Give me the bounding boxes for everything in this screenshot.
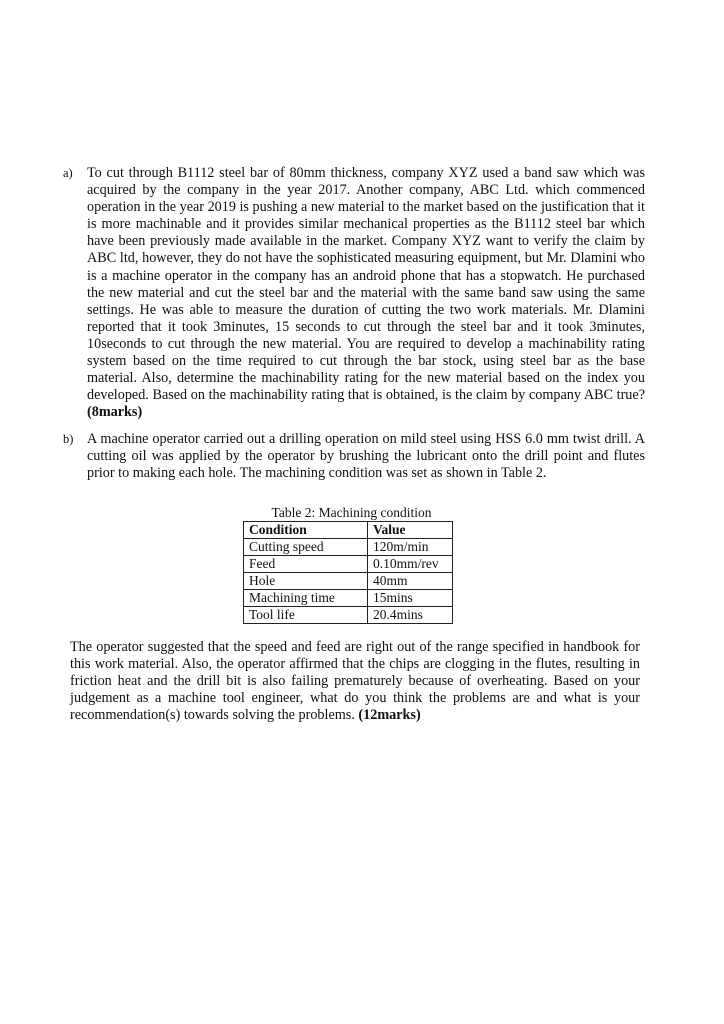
table-row: [244, 556, 453, 573]
question-a-text: To cut through B1112 steel bar of 80mm thickness, company XYZ used a band saw which was acquired by the company in the year 2017. Another company, ABC Ltd. which commenced operation in the year 2019 is pushing a new material to the market based on the justification that it is more machinable and it provides similar mechanical properties as the B1112 steel bar which have been previously made available in the market. Company XYZ want to verify the claim by ABC ltd, however, they do not have the sophisticated measuring equipment, but Mr. Dlamini who is a machine operator in the company has an android phone that has a stopwatch. He purchased the new material and cut the steel bar and the material with the same band saw using the same settings. He was able to measure the duration of cutting the two work materials. Mr. Dlamini reported that it took 3minutes, 15 seconds to cut through the steel bar and it took 3minutes, 10seconds to cut through the new material. You are required to develop a machinability rating system based on the time required to cut through the bar stock, using steel bar as the base material. Also, determine the machinability rating for the new material based on the index you developed. Based on the machinability rating that is obtained, is the claim by company ABC true?: [87, 165, 645, 404]
table-cell-condition: Hole: [244, 573, 368, 590]
question-b-followup-text: The operator suggested that the speed and feed are right out of the range specified in handbook for this work material. Also, the operator affirmed that the chips are clogging in the flutes, resulting in friction heat and the drill bit is also failing prematurely because of overheating. Based on your judgement as a machine tool engineer, what do you think the problems are and what is your recommendation(s) towards solving the problems.: [70, 639, 640, 724]
table-header-condition: Condition: [244, 522, 368, 539]
table-row: [244, 607, 453, 624]
table-header-row: [244, 522, 453, 539]
table-row: [244, 573, 453, 590]
question-a: [63, 165, 645, 421]
machining-condition-table-block: [243, 505, 463, 624]
question-b-text-block: [87, 431, 645, 482]
table-cell-condition: Feed: [244, 556, 368, 573]
table-cell-value: 15mins: [368, 590, 453, 607]
table-caption: Table 2: Machining condition: [271, 505, 432, 520]
question-b-marks: (12marks): [358, 707, 421, 724]
table-cell-condition: Cutting speed: [244, 539, 368, 556]
question-b-label: b): [63, 432, 74, 446]
machining-condition-table: [243, 521, 453, 624]
question-a-text-block: [87, 165, 645, 421]
question-a-label: a): [63, 166, 73, 180]
table-header-value: Value: [368, 522, 453, 539]
table-cell-value: 20.4mins: [368, 607, 453, 624]
table-cell-value: 0.10mm/rev: [368, 556, 453, 573]
table-cell-condition: Tool life: [244, 607, 368, 624]
table-row: [244, 590, 453, 607]
question-b-text: A machine operator carried out a drilling operation on mild steel using HSS 6.0 mm twist drill. A cutting oil was applied by the operator by brushing the lubricant onto the drill point and flutes prior to making each hole. The machining condition was set as shown in Table 2.: [87, 431, 645, 482]
question-b: [63, 431, 645, 482]
table-cell-value: 40mm: [368, 573, 453, 590]
table-cell-value: 120m/min: [368, 539, 453, 556]
question-a-marks: (8marks): [87, 404, 143, 421]
question-b-followup: [70, 639, 640, 724]
table-row: [244, 539, 453, 556]
table-cell-condition: Machining time: [244, 590, 368, 607]
